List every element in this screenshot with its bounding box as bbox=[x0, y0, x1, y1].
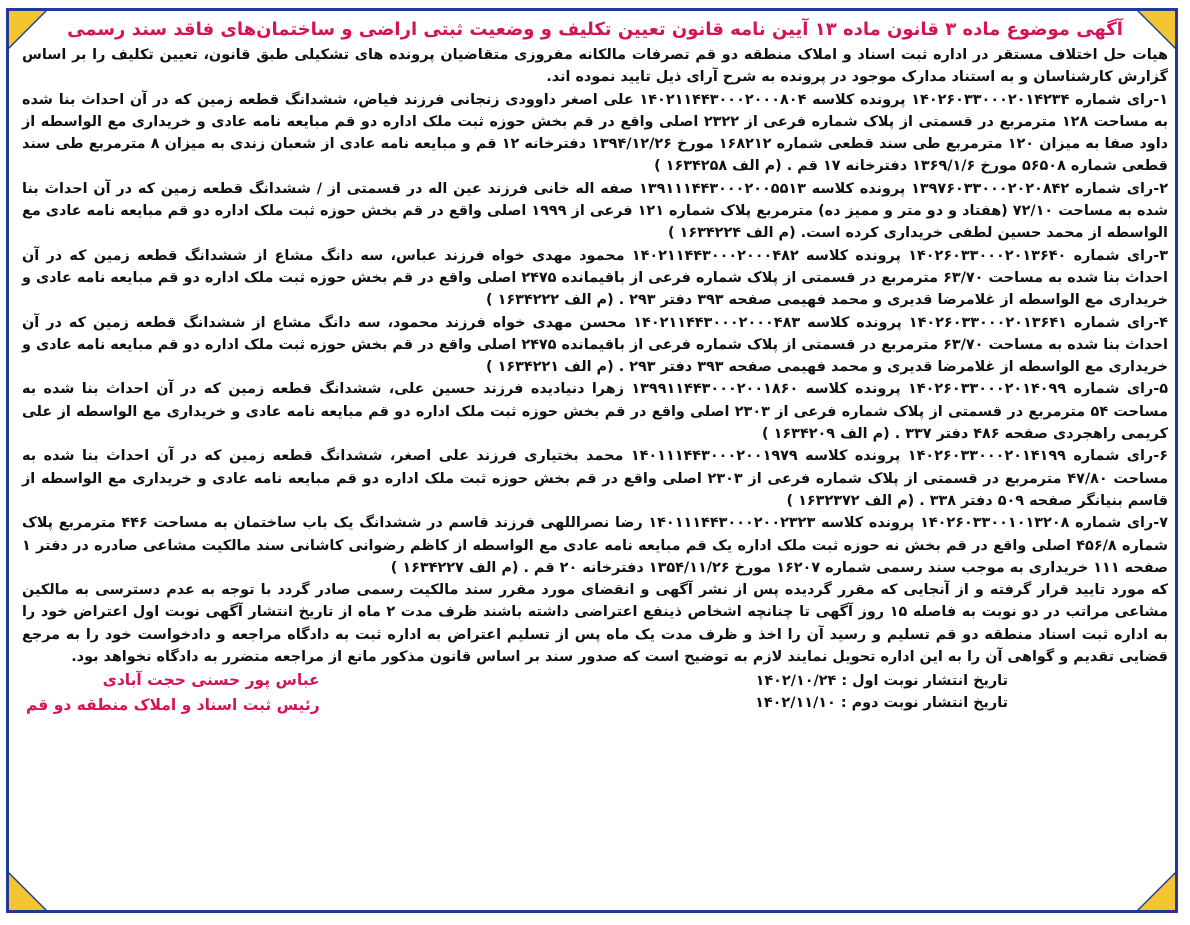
notice-footer bbox=[22, 668, 1168, 730]
signature-block bbox=[26, 668, 320, 718]
first-publish-date: تاریخ انتشار نوبت اول : ۱۴۰۲/۱۰/۲۴ bbox=[755, 673, 1008, 690]
signer-name: عباس پور حسنی حجت آبادی bbox=[102, 671, 320, 690]
closing-paragraph: که مورد تایید قرار گرفته و از آنجایی که مقرر گردیده پس از نشر آگهی و انقضای مورد مقرر سند مالکیت رسمی صادر گردد با توجه به عدم دسترسی به مالکین مشاعی مراتب در دو نوبت به فاصله ۱۵ روز آگهی تا چنانچه اشخاص ذینفع اعتراضی داشته باشند ظرف مدت ۲ ماه از تاریخ انتشار آگهی نوبت اول اعتراض خود را به اداره ثبت اسناد منطقه دو قم تسلیم و رسید آن را اخذ و ظرف مدت یک ماه پس از تسلیم اعتراض به اداره ثبت به دادگاه مراجعه و دادخواست خود را به مرجع قضایی تقدیم و گواهی آن را به این اداره تحویل نمایند لازم به توضیح است که صدور سند بر اساس قانون مذکور مانع از مراجعه متضرر به دادگاه نخواهد بود. bbox=[22, 582, 1168, 666]
notice-content bbox=[22, 14, 1168, 909]
signer-title: رئیس ثبت اسناد و املاک منطقه دو قم bbox=[26, 696, 320, 715]
ruling-item-4: ۴-رای شماره ۱۴۰۲۶۰۳۳۰۰۰۲۰۱۳۶۴۱ پرونده کلاسه ۱۴۰۲۱۱۴۴۳۰۰۰۲۰۰۰۴۸۳ محسن مهدی خواه فرزند محمود، سه دانگ مشاع از ششدانگ قطعه زمین که در آن احداث بنا شده به مساحت ۶۳/۷۰ مترمربع در قسمتی از پلاک شماره فرعی از باقیمانده ۲۴۷۵ اصلی واقع در قم بخش حوزه ثبت ملک اداره دو قم مبایعه نامه عادی و خریداری مع الواسطه از غلامرضا قدیری و محمد فهیمی صفحه ۳۹۳ دفتر ۲۹۳ . (م الف ۱۶۳۴۲۲۱ ) bbox=[22, 314, 1169, 376]
ruling-item-7: ۷-رای شماره ۱۴۰۲۶۰۳۳۰۰۱۰۱۳۲۰۸ پرونده کلاسه ۱۴۰۱۱۱۴۴۳۰۰۰۲۰۰۲۳۲۳ رضا نصراللهی فرزند قاسم در ششدانگ یک باب ساختمان به مساحت ۴۴۶ مترمربع پلاک شماره ۴۵۶/۸ اصلی واقع در قم بخش نه حوزه ثبت ملک اداره یک قم مبایعه نامه عادی مع الواسطه از کاظم رضوانی کاشانی سند مالکیت مشاعی صادره در دفتر ۱ صفحه ۱۱۱ خریداری به موجب سند رسمی شماره ۱۶۲۰۷ مورخ ۱۳۵۴/۱۱/۲۶ دفترخانه ۲۰ قم . (م الف ۱۶۳۴۲۲۷ ) bbox=[22, 515, 1168, 576]
notice-title: آگهی موضوع ماده ۳ قانون ماده ۱۳ آیین نامه قانون تعیین تکلیف و وضعیت ثبتی اراضی و ساختمان‌های فاقد سند رسمی bbox=[67, 19, 1123, 40]
ruling-item-1: ۱-رای شماره ۱۴۰۲۶۰۳۳۰۰۰۲۰۱۴۲۳۴ پرونده کلاسه ۱۴۰۲۱۱۴۴۳۰۰۰۲۰۰۰۸۰۴ علی اصغر داوودی زنجانی فرزند فیاض، ششدانگ قطعه زمین که در آن احداث بنا شده به مساحت ۱۲۸ مترمربع در قسمتی از پلاک شماره فرعی از ۲۳۲۲ اصلی واقع در قم بخش حوزه ثبت ملک اداره دو قم مبایعه نامه عادی و خریداری مع الواسطه از داود صفا به میزان ۱۲۰ مترمربع طی سند قطعی شماره ۱۶۸۲۱۲ مورخ ۱۳۹۴/۱۲/۲۶ دفترخانه ۱۲ قم و مبایعه نامه عادی از شعبان زندی به میزان ۸ مترمربع طی سند قطعی شماره ۵۶۵۰۸ مورخ ۱۳۶۹/۱/۶ دفترخانه ۱۷ قم . (م الف ۱۶۳۴۲۵۸ ) bbox=[22, 91, 1169, 175]
ruling-item-2: ۲-رای شماره ۱۳۹۷۶۰۳۳۰۰۰۲۰۲۰۸۴۲ پرونده کلاسه ۱۳۹۱۱۱۴۴۳۰۰۰۲۰۰۵۵۱۳ صفه اله خانی فرزند عین اله در قسمتی از / ششدانگ قطعه زمین که در آن احداث بنا شده به مساحت ۷۲/۱۰ (هفتاد و دو متر و ممیز ده) مترمربع پلاک شماره ۱۲۱ فرعی از ۱۹۹۹ اصلی واقع در قم بخش حوزه ثبت ملک اداره دو قم مبایعه نامه عادی مع الواسطه از محمد حسین لطفی خریداری کرده است. (م الف ۱۶۳۴۲۲۴ ) bbox=[22, 180, 1168, 242]
second-publish-date: تاریخ انتشار نوبت دوم : ۱۴۰۲/۱۱/۱۰ bbox=[755, 695, 1008, 712]
ruling-item-5: ۵-رای شماره ۱۴۰۲۶۰۳۳۰۰۰۲۰۱۴۰۹۹ پرونده کلاسه ۱۳۹۹۱۱۴۴۳۰۰۰۲۰۰۱۸۶۰ زهرا دنیادیده فرزند حسین علی، ششدانگ قطعه زمین که در آن احداث بنا شده به مساحت ۵۴ مترمربع در قسمتی از پلاک شماره فرعی از ۲۳۰۳ اصلی واقع در قم بخش حوزه ثبت ملک اداره دو قم مبایعه نامه عادی و خریداری مع الواسطه از علی کریمی راهجردی صفحه ۴۸۶ دفتر ۳۳۷ . (م الف ۱۶۳۴۲۰۹ ) bbox=[22, 381, 1168, 443]
ruling-item-3: ۳-رای شماره ۱۴۰۲۶۰۳۳۰۰۰۲۰۱۳۶۴۰ پرونده کلاسه ۱۴۰۲۱۱۴۴۳۰۰۰۲۰۰۰۴۸۲ محمود مهدی خواه فرزند عباس، سه دانگ مشاع از ششدانگ قطعه زمین که در آن احداث بنا شده به مساحت ۶۳/۷۰ مترمربع در قسمتی از پلاک شماره فرعی از باقیمانده ۲۴۷۵ اصلی واقع در قم بخش حوزه ثبت ملک اداره دو قم مبایعه نامه عادی و خریداری مع الواسطه از غلامرضا قدیری و محمد فهیمی صفحه ۳۹۳ دفتر ۲۹۳ . (م الف ۱۶۳۴۲۲۲ ) bbox=[22, 247, 1169, 309]
ruling-item-6: ۶-رای شماره ۱۴۰۲۶۰۳۳۰۰۰۲۰۱۴۱۹۹ پرونده کلاسه ۱۴۰۱۱۱۴۴۳۰۰۰۲۰۰۱۹۷۹ محمد بختیاری فرزند علی اصغر، ششدانگ قطعه زمین که در آن احداث بنا شده به مساحت ۴۷/۸۰ مترمربع در قسمتی از پلاک شماره فرعی از ۲۳۰۳ اصلی واقع در قم بخش حوزه ثبت ملک اداره دو قم مبایعه نامه عادی و خریداری مع الواسطه از قاسم بنیانگر صفحه ۵۰۹ دفتر ۳۳۸ . (م الف ۱۶۳۲۳۷۲ ) bbox=[22, 448, 1168, 509]
publish-dates bbox=[755, 670, 1008, 714]
intro-paragraph: هیات حل اختلاف مستقر در اداره ثبت اسناد و املاک منطقه دو قم تصرفات مالکانه مفروزی متقاضیان پرونده های تشکیلی طبق قانون، تعیین تکلیف را بر اساس گزارش کارشناسان و به استناد مدارک موجود در پرونده به شرح آرای ذیل تایید نموده اند. bbox=[22, 47, 1168, 86]
